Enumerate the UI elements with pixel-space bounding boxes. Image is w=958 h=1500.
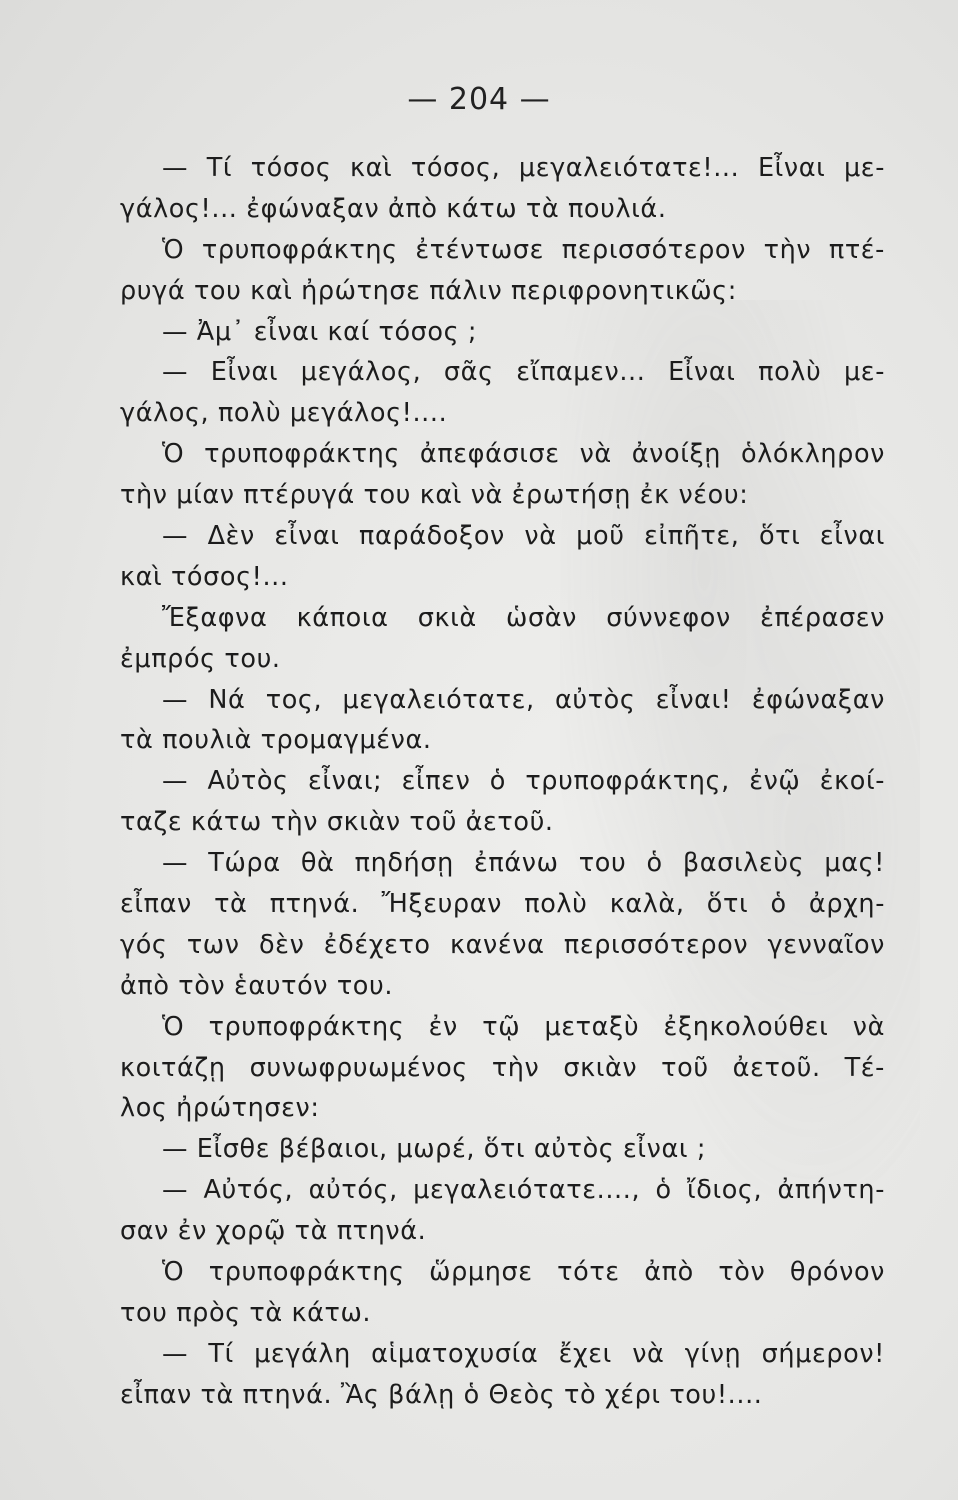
text-line: καὶ τόσος!... <box>120 561 289 592</box>
text-line: — Δὲν εἶναι παράδοξον νὰ μοῦ εἰπῆτε, ὅτι εἶναι <box>162 521 885 552</box>
text-line: ταζε κάτω τὴν σκιὰν τοῦ ἀετοῦ. <box>120 807 554 838</box>
text-line: Ὁ τρυποφράκτης ὥρμησε τότε ἀπὸ τὸν θρόνον <box>162 1257 885 1288</box>
text-line: — Νά τος, μεγαλειότατε, αὐτὸς εἶναι! ἐφώναξαν <box>162 684 885 715</box>
text-line: κοιτάζῃ συνωφρυωμένος τὴν σκιὰν τοῦ ἀετοῦ. Τέ- <box>120 1052 885 1083</box>
text-line: εἶπαν τὰ πτηνά. Ἤξευραν πολὺ καλὰ, ὅτι ὁ ἀρχη- <box>120 889 885 920</box>
text-line: τὰ πουλιὰ τρομαγμένα. <box>120 725 432 756</box>
text-line: γός των δὲν ἐδέχετο κανένα περισσότερον γενναῖον <box>120 929 885 960</box>
text-line: ἐμπρός του. <box>120 643 281 674</box>
text-line: εἶπαν τὰ πτηνά. Ἂς βάλῃ ὁ Θεὸς τὸ χέρι του!.... <box>120 1379 763 1410</box>
text-line: ρυγά του καὶ ἠρώτησε πάλιν περιφρονητικῶς: <box>120 275 737 306</box>
text-line: γάλος!... ἐφώναξαν ἀπὸ κάτω τὰ πουλιά. <box>120 193 667 224</box>
text-line: Ἔξαφνα κάποια σκιὰ ὡσὰν σύννεφον ἐπέρασεν <box>162 602 885 633</box>
text-line: γάλος, πολὺ μεγάλος!.... <box>120 398 448 429</box>
text-line: — Τί τόσος καὶ τόσος, μεγαλειότατε!... Εἶναι με- <box>162 153 885 183</box>
text-line: σαν ἐν χορῷ τὰ πτηνά. <box>120 1216 427 1247</box>
text-line: Ὁ τρυποφράκτης ἀπεφάσισε νὰ ἀνοίξῃ ὁλόκληρον <box>162 439 885 470</box>
text-line: — Ἀμ᾽ εἶναι καί τόσος ; <box>162 316 478 347</box>
text-line: — Τί μεγάλη αἱματοχυσία ἔχει νὰ γίνῃ σήμερον! <box>162 1338 885 1369</box>
text-line: — Εἶναι μεγάλος, σᾶς εἴπαμεν... Εἶναι πολὺ με- <box>162 357 885 388</box>
body-text <box>120 148 885 1416</box>
text-line: ἀπὸ τὸν ἑαυτόν του. <box>120 970 394 1001</box>
text-line: τὴν μίαν πτέρυγά του καὶ νὰ ἐρωτήσῃ ἐκ νέου: <box>120 480 749 511</box>
text-line: του πρὸς τὰ κάτω. <box>120 1297 372 1328</box>
page-number: — 204 — <box>407 82 551 117</box>
text-line: — Αὐτός, αὐτός, μεγαλειότατε...., ὁ ἴδιος, ἀπήντη- <box>162 1175 885 1206</box>
text-line: Ὁ τρυποφράκτης ἐτέντωσε περισσότερον τὴν πτέ- <box>162 234 885 265</box>
text-line: — Εἶσθε βέβαιοι, μωρέ, ὅτι αὐτὸς εἶναι ; <box>162 1134 707 1165</box>
text-line: λος ἠρώτησεν: <box>120 1093 320 1124</box>
text-line: Ὁ τρυποφράκτης ἐν τῷ μεταξὺ ἐξηκολούθει νὰ <box>162 1011 885 1042</box>
text-line: — Αὐτὸς εἶναι; εἶπεν ὁ τρυποφράκτης, ἐνῷ ἐκοί- <box>162 766 885 797</box>
text-line: — Τώρα θὰ πηδήσῃ ἐπάνω του ὁ βασιλεὺς μας! <box>162 848 885 879</box>
